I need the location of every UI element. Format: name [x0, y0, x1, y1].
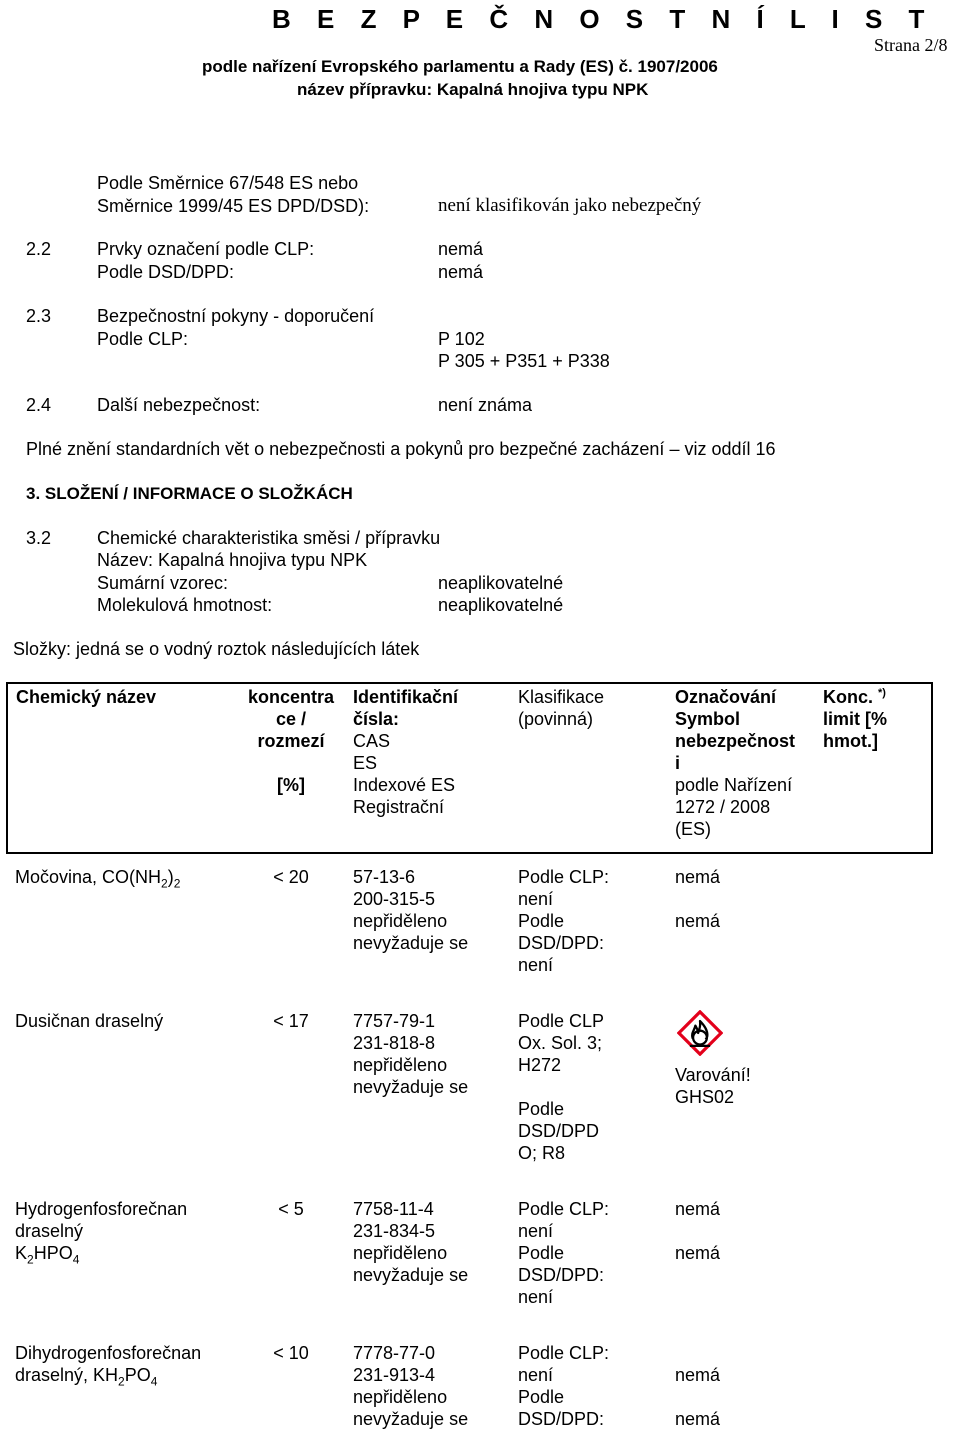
concentration-cell: < 17 [273, 1011, 309, 1031]
chemical-name-cell: Hydrogenfosforečnan draselný $K_2HPO_4$ [15, 1199, 188, 1267]
labelling-cell: nemá nemá [675, 1365, 721, 1429]
components-table [6, 682, 933, 1452]
precaution-p102: P 102 [438, 329, 485, 349]
product-name: Název: Kapalná hnojiva typu NPK [97, 550, 368, 570]
section-2-2-value: nemá [438, 239, 484, 259]
product-name-line: název přípravku: Kapalná hnojiva typu NPK [297, 80, 649, 99]
header-chemical-name: Chemický název [7, 683, 237, 853]
chemical-name-cell: Dihydrogenfosforečnan draselný, $KH_2PO_4$ [15, 1343, 202, 1389]
molecular-weight-value: neaplikovatelné [438, 595, 564, 615]
directive-label-2: Směrnice 1999/45 ES DPD/DSD): [97, 196, 370, 216]
labelling-cell: nemá nemá [675, 1199, 721, 1263]
classification-cell: Podle CLP: není Podle DSD/DPD: [518, 1343, 610, 1429]
labelling-cell: Varování! GHS02 [667, 998, 815, 1186]
header-classification: Klasifikace (povinná) [510, 683, 667, 853]
labelling-cell: nemá nemá [675, 867, 721, 931]
section-2-2-number: 2.2 [26, 239, 52, 259]
limit-cell [815, 1330, 932, 1452]
limit-cell [815, 1186, 932, 1330]
identification-cell: 7758-11-4 231-834-5 nepřiděleno nevyžaduje se [353, 1199, 469, 1285]
table-row [7, 853, 932, 998]
identification-cell: 7757-79-1 231-818-8 nepřiděleno nevyžaduje se [353, 1011, 469, 1097]
header-concentration: koncentra ce / rozmezí [%] [237, 683, 345, 853]
table-header-row [7, 683, 932, 853]
formula-label: Sumární vzorec: [97, 573, 229, 593]
section-3-heading: 3. SLOŽENÍ / INFORMACE O SLOŽKÁCH [26, 484, 353, 503]
identification-cell: 57-13-6 200-315-5 nepřiděleno nevyžaduje se [353, 867, 469, 953]
section-2-3-number: 2.3 [26, 306, 52, 326]
page-number: Strana 2/8 [874, 35, 948, 55]
section-2-4-label: Další nebezpečnost: [97, 395, 261, 415]
section-2-3-clp-label: Podle CLP: [97, 329, 189, 349]
section-2-4-value: není známa [438, 395, 533, 415]
section-3-2-number: 3.2 [26, 528, 52, 548]
formula-value: neaplikovatelné [438, 573, 564, 593]
header-identification: Identifikační čísla: CAS ES Indexové ES Registrační [345, 683, 510, 853]
classification-cell: Podle CLP Ox. Sol. 3; H272 Podle DSD/DPD O; R8 [518, 1011, 605, 1163]
section-2-2-label: Prvky označení podle CLP: [97, 239, 315, 259]
section-2-2-dsd-value: nemá [438, 262, 484, 282]
molecular-weight-label: Molekulová hmotnost: [97, 595, 273, 615]
section-2-4-number: 2.4 [26, 395, 52, 415]
chemical-name-cell: Dusičnan draselný [15, 1011, 164, 1031]
table-row [7, 1330, 932, 1452]
section-2-2-dsd-label: Podle DSD/DPD: [97, 262, 235, 282]
concentration-cell: < 20 [273, 867, 309, 887]
components-intro: Složky: jedná se o vodný roztok následujících látek [13, 639, 420, 659]
classification-cell: Podle CLP: není Podle DSD/DPD: není [518, 1199, 610, 1307]
table-row [7, 998, 932, 1186]
chemical-name-cell: Močovina, $CO(NH_2)_2$ [15, 867, 181, 891]
concentration-cell: < 10 [273, 1343, 309, 1363]
directive-value: není klasifikován jako nebezpečný [438, 195, 702, 216]
flame-over-circle-icon [677, 1010, 723, 1056]
concentration-cell: < 5 [278, 1199, 304, 1219]
limit-cell [815, 853, 932, 998]
header-concentration-limit: Konc. *) limit [% hmot.] [815, 683, 932, 853]
limit-cell [815, 998, 932, 1186]
directive-label-1: Podle Směrnice 67/548 ES nebo [97, 173, 359, 193]
header-labelling: Označování Symbol nebezpečnost i podle Nařízení 1272 / 2008 (ES) [667, 683, 815, 853]
identification-cell: 7778-77-0 231-913-4 nepřiděleno nevyžaduje se [353, 1343, 469, 1429]
document-title: B E Z P E Č N O S T N Í L I S T [272, 4, 934, 34]
regulation-line: podle nařízení Evropského parlamentu a Rady (ES) č. 1907/2006 [202, 57, 718, 76]
table-row [7, 1186, 932, 1330]
section-2-3-label: Bezpečnostní pokyny - doporučení [97, 306, 375, 326]
classification-cell: Podle CLP: není Podle DSD/DPD: není [518, 867, 610, 975]
full-text-note: Plné znění standardních vět o nebezpečnosti a pokynů pro bezpečné zacházení – viz oddíl 16 [26, 439, 776, 459]
section-3-2-label: Chemické charakteristika směsi / přípravku [97, 528, 441, 548]
precaution-p305: P 305 + P351 + P338 [438, 351, 610, 371]
